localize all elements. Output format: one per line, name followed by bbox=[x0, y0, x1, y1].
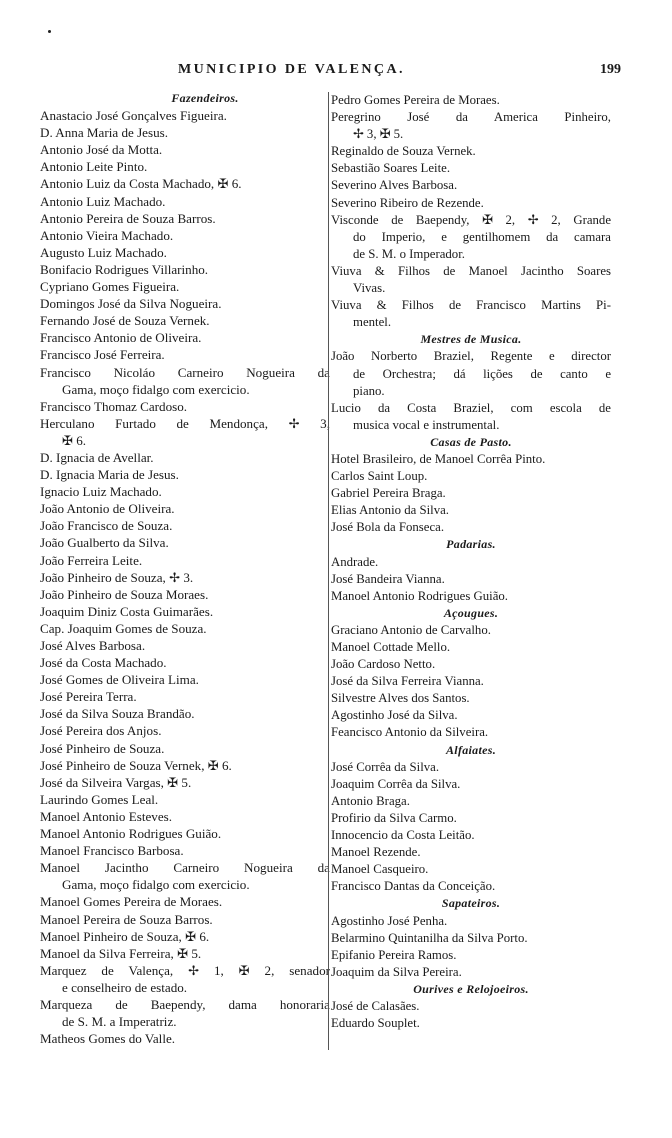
list-item: José Pereira Terra. bbox=[40, 689, 137, 705]
list-item: Manoel Francisco Barbosa. bbox=[40, 843, 184, 859]
list-item: Sebastião Soares Leite. bbox=[331, 161, 451, 176]
list-item: mentel. bbox=[353, 315, 392, 330]
list-item: José de Calasães. bbox=[331, 998, 420, 1013]
section-heading-fazendeiros: Fazendeiros. bbox=[171, 91, 239, 105]
list-item: Gama, moço fidalgo com exercicio. bbox=[62, 381, 250, 397]
list-item: ✠ 6. bbox=[62, 432, 87, 448]
list-item: Manoel Rezende. bbox=[331, 845, 421, 860]
list-item: Eduardo Souplet. bbox=[331, 1016, 420, 1031]
list-item: Marquez de Valença, ✢ 1, ✠ 2, senador bbox=[40, 962, 330, 978]
list-item: João Pinheiro de Souza, ✢ 3. bbox=[40, 569, 194, 585]
list-item: Graciano Antonio de Carvalho. bbox=[331, 622, 491, 637]
list-item: Severino Alves Barbosa. bbox=[331, 178, 458, 193]
list-item: Laurindo Gomes Leal. bbox=[40, 791, 159, 807]
list-item: Marqueza de Baependy, dama honoraria bbox=[40, 996, 330, 1012]
section-heading: Mestres de Musica. bbox=[420, 332, 522, 347]
list-item: José Bola da Fonseca. bbox=[331, 520, 445, 535]
ink-speck bbox=[48, 30, 51, 33]
list-item: João Francisco de Souza. bbox=[40, 518, 173, 534]
list-item: Francisco Thomaz Cardoso. bbox=[40, 398, 188, 414]
list-item: Ignacio Luiz Machado. bbox=[40, 484, 162, 500]
list-item: Antonio Luiz da Costa Machado, ✠ 6. bbox=[40, 176, 242, 192]
list-item: Francisco Nicoláo Carneiro Nogueira da bbox=[40, 364, 330, 380]
list-item: de Orchestra; dá lições de canto e bbox=[353, 366, 611, 381]
list-item: Cypriano Gomes Figueira. bbox=[40, 279, 180, 295]
list-item: José da Silva Souza Brandão. bbox=[40, 706, 195, 722]
list-item: Domingos José da Silva Nogueira. bbox=[40, 296, 222, 312]
list-item: José da Costa Machado. bbox=[40, 655, 167, 671]
list-item: João Antonio de Oliveira. bbox=[40, 501, 175, 517]
list-item: Francisco Antonio de Oliveira. bbox=[40, 330, 202, 346]
page-title: MUNICIPIO DE VALENÇA. bbox=[178, 62, 405, 77]
list-item: Manoel Antonio Rodrigues Guião. bbox=[40, 826, 222, 842]
list-item: Francisco José Ferreira. bbox=[40, 347, 165, 363]
list-item: e conselheiro de estado. bbox=[62, 979, 188, 995]
section-heading: Ourives e Relojoeiros. bbox=[413, 981, 529, 996]
section-heading: Casas de Pasto. bbox=[430, 434, 512, 449]
list-item: Antonio Braga. bbox=[331, 793, 410, 808]
list-item: Innocencio da Costa Leitão. bbox=[331, 828, 475, 843]
list-item: Manoel da Silva Ferreira, ✠ 5. bbox=[40, 945, 202, 961]
list-item: piano. bbox=[353, 383, 385, 398]
list-item: Bonifacio Rodrigues Villarinho. bbox=[40, 261, 209, 277]
list-item: Belarmino Quintanilha da Silva Porto. bbox=[331, 930, 528, 945]
list-item: Vivas. bbox=[353, 281, 386, 296]
list-item: Augusto Luiz Machado. bbox=[40, 244, 167, 260]
list-item: D. Ignacia de Avellar. bbox=[40, 449, 154, 465]
list-item: Agostinho José Penha. bbox=[331, 913, 448, 928]
list-item: João Norberto Braziel, Regente e director bbox=[331, 349, 611, 364]
list-item: D. Anna Maria de Jesus. bbox=[40, 125, 169, 141]
list-item: Joaquim Corrêa da Silva. bbox=[331, 776, 461, 791]
list-item: Manoel Cottade Mello. bbox=[331, 640, 451, 654]
list-item: Herculano Furtado de Mendonça, ✢ 3, bbox=[40, 415, 330, 431]
list-item: Anastacio José Gonçalves Figueira. bbox=[40, 108, 227, 124]
list-item: Hotel Brasileiro, de Manoel Corrêa Pinto. bbox=[331, 451, 546, 466]
list-item: Viuva & Filhos de Manoel Jacintho Soares bbox=[331, 263, 611, 278]
list-item: de S. M. o Imperador. bbox=[353, 246, 465, 261]
list-item: ✢ 3, ✠ 5. bbox=[353, 127, 404, 142]
list-item: Gama, moço fidalgo com exercicio. bbox=[62, 877, 250, 893]
list-item: José Gomes de Oliveira Lima. bbox=[40, 672, 199, 688]
list-item: Manoel Casqueiro. bbox=[331, 862, 429, 877]
list-item: Manoel Antonio Esteves. bbox=[40, 808, 173, 824]
list-item: Manoel Antonio Rodrigues Guião. bbox=[331, 588, 509, 603]
section-heading: Sapateiros. bbox=[441, 896, 501, 911]
list-item: José Corrêa da Silva. bbox=[331, 759, 440, 774]
list-item: João Gualberto da Silva. bbox=[40, 535, 169, 551]
list-item: Cap. Joaquim Gomes de Souza. bbox=[40, 620, 207, 636]
list-item: Antonio Luiz Machado. bbox=[40, 193, 166, 209]
list-item: José da Silva Ferreira Vianna. bbox=[331, 674, 484, 689]
list-item: Feancisco Antonio da Silveira. bbox=[331, 725, 489, 740]
list-item: musica vocal e instrumental. bbox=[353, 417, 500, 432]
list-item: José Pinheiro de Souza. bbox=[40, 740, 165, 756]
list-item: D. Ignacia Maria de Jesus. bbox=[40, 467, 179, 483]
running-header bbox=[0, 58, 672, 82]
list-item: Antonio José da Motta. bbox=[40, 142, 163, 158]
list-item: de S. M. a Imperatriz. bbox=[62, 1014, 177, 1030]
list-item: José Bandeira Vianna. bbox=[331, 571, 445, 586]
left-column bbox=[40, 90, 330, 1047]
list-item: Silvestre Alves dos Santos. bbox=[331, 691, 470, 706]
right-column bbox=[328, 92, 611, 1050]
list-item: Pedro Gomes Pereira de Moraes. bbox=[331, 93, 500, 107]
list-item: Visconde de Baependy, ✠ 2, ✢ 2, Grande bbox=[331, 212, 611, 227]
list-item: Matheos Gomes do Valle. bbox=[40, 1031, 176, 1047]
list-item: João Ferreira Leite. bbox=[40, 552, 143, 568]
list-item: Antonio Vieira Machado. bbox=[40, 227, 174, 243]
list-item: Joaquim Diniz Costa Guimarães. bbox=[40, 603, 214, 619]
list-item: Antonio Leite Pinto. bbox=[40, 159, 148, 175]
list-item: Antonio Pereira de Souza Barros. bbox=[40, 210, 216, 226]
list-item: Epifanio Pereira Ramos. bbox=[331, 947, 457, 962]
list-item: Lucio da Costa Braziel, com escola de bbox=[331, 400, 611, 415]
section-heading: Açougues. bbox=[443, 605, 499, 620]
section-heading: Padarias. bbox=[446, 537, 496, 552]
section-heading: Alfaiates. bbox=[446, 742, 496, 757]
list-item: Manoel Jacintho Carneiro Nogueira da bbox=[40, 860, 330, 876]
list-item: Andrade. bbox=[331, 554, 379, 569]
list-item: José da Silveira Vargas, ✠ 5. bbox=[40, 774, 192, 790]
list-item: Fernando José de Souza Vernek. bbox=[40, 313, 210, 329]
list-item: Reginaldo de Souza Vernek. bbox=[331, 144, 476, 159]
list-item: Francisco Dantas da Conceição. bbox=[331, 879, 496, 894]
list-item: Gabriel Pereira Braga. bbox=[331, 486, 446, 501]
list-item: Viuva & Filhos de Francisco Martins Pi- bbox=[331, 298, 611, 313]
list-item: Agostinho José da Silva. bbox=[331, 708, 458, 723]
list-item: Severino Ribeiro de Rezende. bbox=[331, 195, 484, 210]
list-item: João Pinheiro de Souza Moraes. bbox=[40, 586, 209, 602]
page-number: 199 bbox=[600, 62, 621, 77]
list-item: Peregrino José da America Pinheiro, bbox=[331, 110, 611, 125]
list-item: José Pinheiro de Souza Vernek, ✠ 6. bbox=[40, 757, 232, 773]
list-item: João Cardoso Netto. bbox=[331, 657, 436, 672]
list-item: José Pereira dos Anjos. bbox=[40, 723, 162, 739]
list-item: Profirio da Silva Carmo. bbox=[331, 810, 457, 825]
list-item: Manoel Gomes Pereira de Moraes. bbox=[40, 894, 223, 910]
list-item: Manoel Pereira de Souza Barros. bbox=[40, 911, 213, 927]
list-item: Carlos Saint Loup. bbox=[331, 469, 428, 484]
list-item: Manoel Pinheiro de Souza, ✠ 6. bbox=[40, 928, 210, 944]
list-item: José Alves Barbosa. bbox=[40, 638, 146, 653]
list-item: Joaquim da Silva Pereira. bbox=[331, 964, 462, 979]
list-item: do Imperio, e gentilhomem da camara bbox=[353, 229, 611, 244]
list-item: Elias Antonio da Silva. bbox=[331, 503, 450, 518]
